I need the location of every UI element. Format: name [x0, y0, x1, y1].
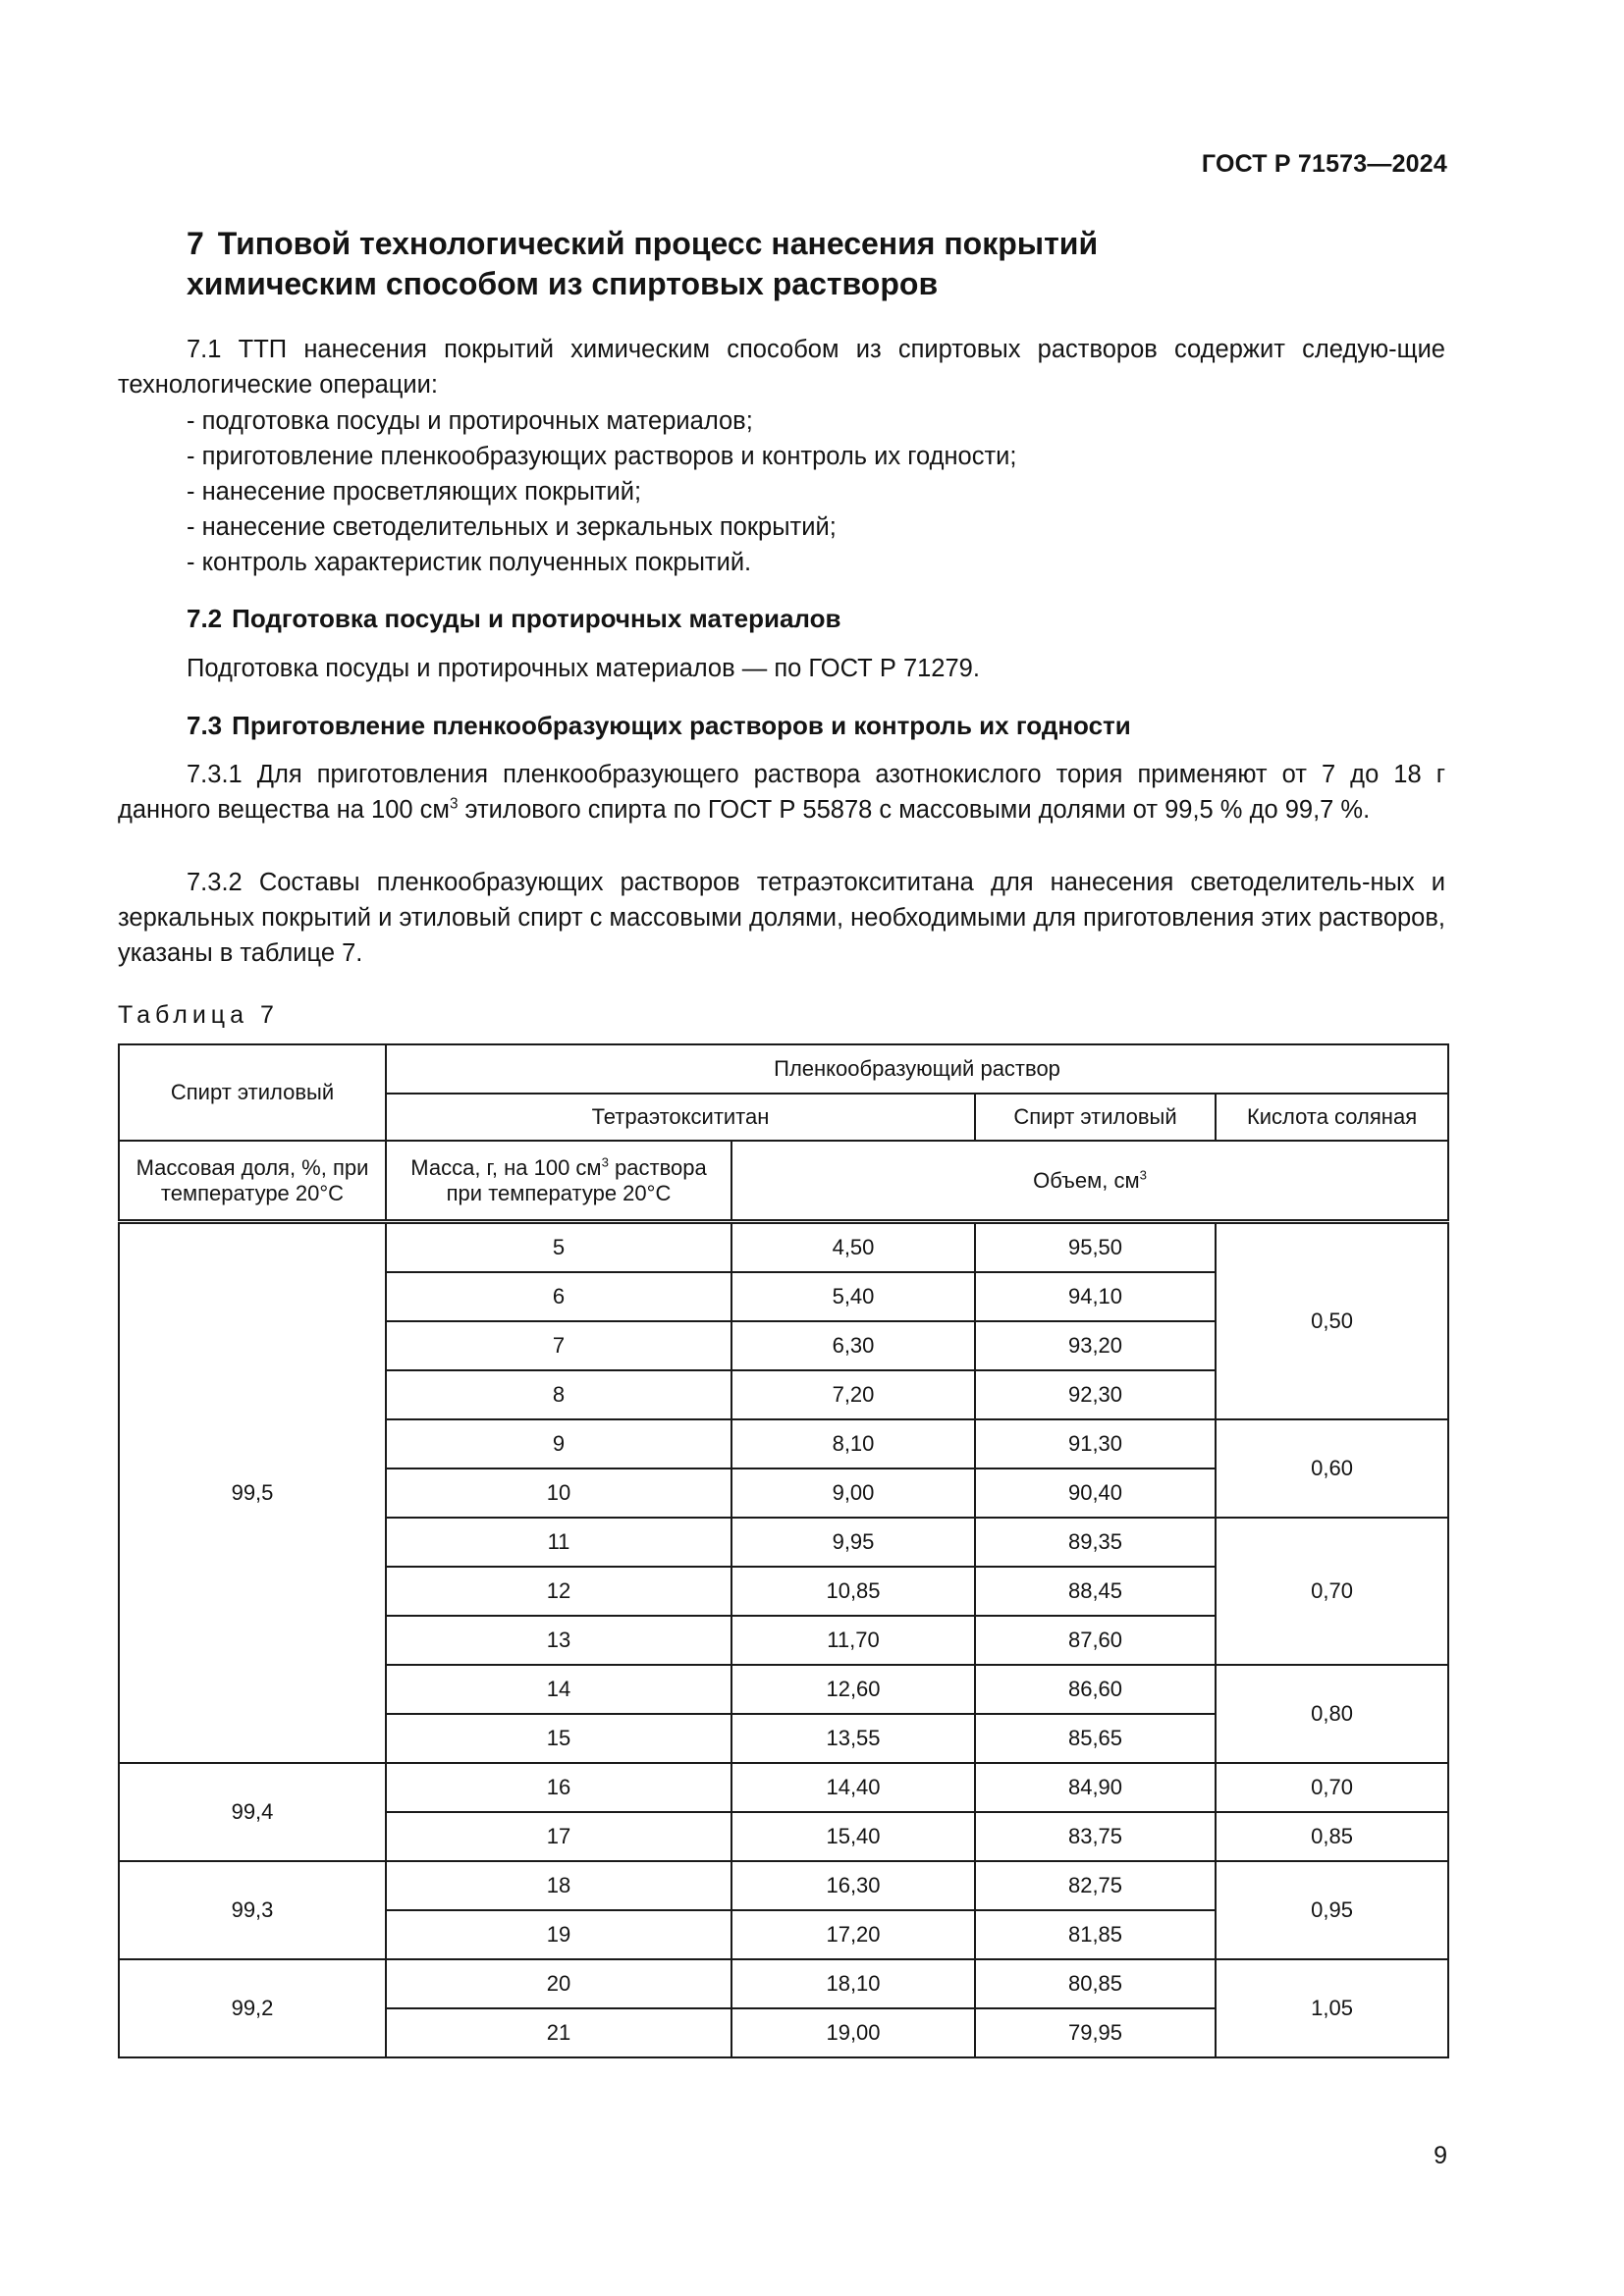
list-item: - контроль характеристик полученных покрытий.: [187, 545, 1434, 580]
cell-spirit-volume: 94,10: [975, 1272, 1216, 1321]
header-film-solution: Пленкообразующий раствор: [386, 1044, 1448, 1094]
subsection-title: Приготовление пленкообразующих растворов и контроль их годности: [232, 711, 1131, 740]
header-hcl: Кислота соляная: [1216, 1094, 1448, 1141]
cell-hcl-volume: 1,05: [1216, 1959, 1448, 2057]
subsection-title: Подготовка посуды и протирочных материалов: [232, 604, 841, 633]
cell-mass: 9: [386, 1419, 731, 1468]
cell-spirit-volume: 90,40: [975, 1468, 1216, 1518]
superscript: 3: [601, 1154, 609, 1170]
cell-hcl-volume: 0,60: [1216, 1419, 1448, 1518]
text-part: раствора при температуре 20°С: [446, 1154, 707, 1205]
table-row: [119, 1222, 1448, 1273]
cell-spirit-volume: 95,50: [975, 1222, 1216, 1273]
cell-spirit-volume: 93,20: [975, 1321, 1216, 1370]
operations-list: [187, 403, 1434, 580]
cell-teos-volume: 10,85: [731, 1567, 975, 1616]
cell-mass: 7: [386, 1321, 731, 1370]
text-part: Масса, г, на 100 см: [410, 1154, 602, 1180]
cell-spirit-volume: 79,95: [975, 2008, 1216, 2057]
cell-spirit-volume: 80,85: [975, 1959, 1216, 2008]
cell-mass: 12: [386, 1567, 731, 1616]
cell-teos-volume: 19,00: [731, 2008, 975, 2057]
cell-teos-volume: 9,00: [731, 1468, 975, 1518]
standard-code: ГОСТ Р 71573—2024: [1201, 150, 1447, 178]
header-spirit: Спирт этиловый: [119, 1044, 386, 1141]
cell-spirit-volume: 92,30: [975, 1370, 1216, 1419]
header-spirit-2: Спирт этиловый: [975, 1094, 1216, 1141]
text-part: этилового спирта по ГОСТ Р 55878 с массовыми долями от 99,5 % до 99,7 %.: [458, 796, 1371, 824]
superscript: 3: [449, 795, 459, 813]
list-item: - нанесение просветляющих покрытий;: [187, 474, 1434, 509]
cell-spirit-volume: 83,75: [975, 1812, 1216, 1861]
cell-spirit-fraction: 99,4: [119, 1763, 386, 1861]
cell-teos-volume: 11,70: [731, 1616, 975, 1665]
cell-mass: 8: [386, 1370, 731, 1419]
cell-mass: 5: [386, 1222, 731, 1273]
table-row: [119, 1763, 1448, 1812]
cell-mass: 19: [386, 1910, 731, 1959]
paragraph-7-2: [187, 651, 1445, 686]
cell-teos-volume: 7,20: [731, 1370, 975, 1419]
text-part: Объем, см: [1033, 1167, 1140, 1193]
cell-spirit-volume: 87,60: [975, 1616, 1216, 1665]
paragraph-7-1: [118, 332, 1445, 402]
header-volume: [731, 1141, 1448, 1222]
composition-table: [118, 1043, 1449, 2058]
table-caption: Таблица 7: [118, 1001, 279, 1029]
cell-mass: 6: [386, 1272, 731, 1321]
cell-spirit-fraction: 99,3: [119, 1861, 386, 1959]
header-mass: [386, 1141, 731, 1222]
cell-teos-volume: 6,30: [731, 1321, 975, 1370]
paragraph-7-3-2: [118, 865, 1445, 971]
paragraph-7-3-1-text: [118, 757, 1445, 828]
section-title-line2: химическим способом из спиртовых растворов: [187, 266, 939, 301]
cell-spirit-volume: 91,30: [975, 1419, 1216, 1468]
cell-teos-volume: 18,10: [731, 1959, 975, 2008]
cell-teos-volume: 9,95: [731, 1518, 975, 1567]
cell-hcl-volume: 0,50: [1216, 1222, 1448, 1420]
cell-teos-volume: 5,40: [731, 1272, 975, 1321]
list-item: - приготовление пленкообразующих растворов и контроль их годности;: [187, 439, 1434, 474]
subsection-number: 7.2: [187, 604, 223, 633]
cell-teos-volume: 13,55: [731, 1714, 975, 1763]
cell-mass: 13: [386, 1616, 731, 1665]
cell-mass: 17: [386, 1812, 731, 1861]
table-row: [119, 1959, 1448, 2008]
cell-spirit-fraction: 99,2: [119, 1959, 386, 2057]
cell-teos-volume: 8,10: [731, 1419, 975, 1468]
cell-hcl-volume: 0,80: [1216, 1665, 1448, 1763]
cell-mass: 16: [386, 1763, 731, 1812]
subsection-7-2-heading: [187, 601, 840, 636]
page-number: 9: [1434, 2142, 1447, 2169]
superscript: 3: [1139, 1167, 1147, 1183]
header-teos: Тетраэтоксититан: [386, 1094, 975, 1141]
subsection-number: 7.3: [187, 711, 223, 740]
cell-spirit-volume: 82,75: [975, 1861, 1216, 1910]
subsection-7-3-heading: [187, 708, 1131, 743]
cell-teos-volume: 17,20: [731, 1910, 975, 1959]
cell-hcl-volume: 0,70: [1216, 1518, 1448, 1665]
cell-spirit-fraction: 99,5: [119, 1222, 386, 1764]
paragraph-7-1-text: 7.1 ТТП нанесения покрытий химическим способом из спиртовых растворов содержит следую-щие технологические операции:: [118, 336, 1445, 399]
cell-hcl-volume: 0,85: [1216, 1812, 1448, 1861]
cell-mass: 14: [386, 1665, 731, 1714]
section-number: 7: [187, 226, 204, 261]
cell-mass: 20: [386, 1959, 731, 2008]
list-item: - подготовка посуды и протирочных материалов;: [187, 403, 1434, 439]
cell-mass: 18: [386, 1861, 731, 1910]
cell-spirit-volume: 81,85: [975, 1910, 1216, 1959]
cell-spirit-volume: 85,65: [975, 1714, 1216, 1763]
cell-hcl-volume: 0,95: [1216, 1861, 1448, 1959]
header-mass-fraction: Массовая доля, %, при температуре 20°С: [119, 1141, 386, 1222]
cell-hcl-volume: 0,70: [1216, 1763, 1448, 1812]
cell-spirit-volume: 88,45: [975, 1567, 1216, 1616]
cell-teos-volume: 16,30: [731, 1861, 975, 1910]
list-item: - нанесение светоделительных и зеркальных покрытий;: [187, 509, 1434, 545]
cell-spirit-volume: 86,60: [975, 1665, 1216, 1714]
table-row: [119, 1861, 1448, 1910]
cell-teos-volume: 4,50: [731, 1222, 975, 1273]
cell-teos-volume: 15,40: [731, 1812, 975, 1861]
cell-mass: 10: [386, 1468, 731, 1518]
cell-spirit-volume: 89,35: [975, 1518, 1216, 1567]
paragraph-7-3-1: [118, 757, 1445, 828]
cell-mass: 21: [386, 2008, 731, 2057]
paragraph-7-3-2-text: 7.3.2 Составы пленкообразующих растворов тетраэтоксититана для нанесения светоделитель-ных и зеркальных покрытий и этиловый спирт с массовыми долями, необходимыми для приготовления этих растворов, указаны в таблице 7.: [118, 869, 1445, 967]
cell-mass: 15: [386, 1714, 731, 1763]
text-part: 7.3.1 Для приготовления пленкообразующего раствора азотнокислого тория применяют от 7 до 18 г данного вещества на 100 см: [118, 761, 1445, 824]
cell-spirit-volume: 84,90: [975, 1763, 1216, 1812]
cell-teos-volume: 14,40: [731, 1763, 975, 1812]
section-title: [187, 224, 1443, 304]
cell-teos-volume: 12,60: [731, 1665, 975, 1714]
section-title-line1: Типовой технологический процесс нанесения покрытий: [217, 226, 1099, 261]
cell-mass: 11: [386, 1518, 731, 1567]
paragraph-7-2-text: Подготовка посуды и протирочных материалов — по ГОСТ Р 71279.: [187, 655, 980, 682]
